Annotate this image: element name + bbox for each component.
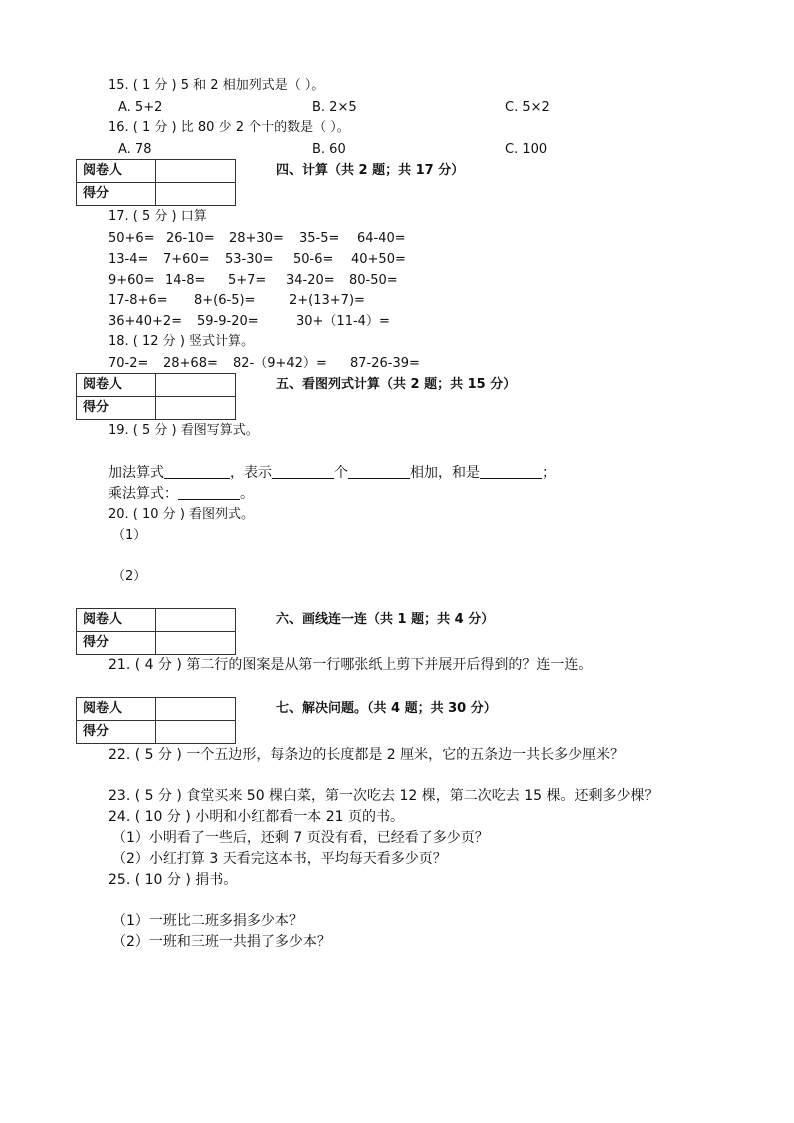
section-7-heading: 七、解决问题。（共 4 题；共 30 分） — [276, 701, 497, 716]
reviewer-cell — [155, 609, 235, 632]
q17-item: 53-30= — [225, 252, 274, 267]
score-cell — [155, 721, 235, 744]
q24-stem: 24. ( 10 分 ) 小明和小红都看一本 21 页的书。 — [108, 809, 404, 825]
answer-blank[interactable] — [480, 464, 542, 479]
q16-option-c: C. 100 — [505, 142, 548, 157]
score-cell — [155, 397, 235, 420]
q17-item: 7+60= — [163, 252, 210, 267]
q17-item: 35-5= — [299, 231, 340, 246]
q20-part-2: （2） — [112, 569, 147, 584]
q20-stem: 20. ( 10 分 ) 看图列式。 — [108, 507, 255, 522]
reviewer-cell — [155, 160, 235, 183]
score-label: 得分 — [77, 183, 156, 206]
q18-item: 70-2= — [108, 356, 149, 371]
reviewer-label: 阅卷人 — [77, 160, 156, 183]
q15-option-c: C. 5×2 — [505, 100, 550, 115]
q17-item: 9+60= — [108, 273, 155, 288]
score-cell — [155, 632, 235, 655]
q17-item: 64-40= — [357, 231, 406, 246]
q15-option-b: B. 2×5 — [312, 100, 357, 115]
score-label: 得分 — [77, 721, 156, 744]
score-label: 得分 — [77, 632, 156, 655]
section-6-heading: 六、画线连一连（共 1 题；共 4 分） — [276, 612, 495, 627]
answer-blank[interactable] — [178, 485, 240, 500]
q17-item: 2+(13+7)= — [289, 293, 365, 308]
answer-blank[interactable] — [348, 464, 410, 479]
q17-item: 50+6= — [108, 231, 155, 246]
q17-item: 34-20= — [286, 273, 335, 288]
q16-option-a: A. 78 — [118, 142, 152, 157]
q24-part-2: （2）小红打算 3 天看完这本书，平均每天看多少页？ — [112, 851, 447, 867]
q25-part-1: （1）一班比二班多捐多少本？ — [112, 913, 303, 929]
q21-stem: 21. ( 4 分 ) 第二行的图案是从第一行哪张纸上剪下并展开后得到的？连一连。 — [108, 657, 593, 673]
section-5-heading: 五、看图列式计算（共 2 题；共 15 分） — [276, 377, 517, 392]
q17-item: 50-6= — [293, 252, 334, 267]
q15-stem: 15. ( 1 分 ) 5 和 2 相加列式是（ ）。 — [108, 78, 325, 93]
q16-option-b: B. 60 — [312, 142, 346, 157]
section-4-heading: 四、计算（共 2 题；共 17 分） — [276, 163, 465, 178]
reviewer-cell — [155, 374, 235, 397]
q17-stem: 17. ( 5 分 ) 口算 — [108, 209, 207, 224]
q17-item: 14-8= — [165, 273, 206, 288]
q15-option-a: A. 5+2 — [118, 100, 163, 115]
q17-item: 5+7= — [228, 273, 267, 288]
q17-item: 80-50= — [349, 273, 398, 288]
q17-item: 26-10= — [166, 231, 215, 246]
q17-item: 36+40+2= — [108, 314, 183, 329]
q25-part-2: （2）一班和三班一共捐了多少本？ — [112, 934, 331, 950]
answer-blank[interactable] — [272, 464, 334, 479]
score-label: 得分 — [77, 397, 156, 420]
q18-item: 87-26-39= — [350, 356, 420, 371]
q17-item: 13-4= — [108, 252, 149, 267]
q16-stem: 16. ( 1 分 ) 比 80 少 2 个十的数是（ ）。 — [108, 120, 350, 135]
q18-stem: 18. ( 12 分 ) 竖式计算。 — [108, 334, 255, 349]
q23-stem: 23. ( 5 分 ) 食堂买来 50 棵白菜，第一次吃去 12 棵，第二次吃去 15 棵。还剩多少棵？ — [108, 788, 659, 804]
q17-item: 30+（11-4）= — [296, 314, 390, 329]
reviewer-label: 阅卷人 — [77, 374, 156, 397]
q17-item: 28+30= — [229, 231, 284, 246]
q24-part-1: （1）小明看了一些后，还剩 7 页没有看，已经看了多少页？ — [112, 830, 489, 846]
answer-blank[interactable] — [164, 464, 230, 479]
q25-stem: 25. ( 10 分 ) 捐书。 — [108, 872, 238, 888]
score-cell — [155, 183, 235, 206]
grader-table-6 — [76, 608, 236, 655]
reviewer-label: 阅卷人 — [77, 698, 156, 721]
q19-line-2: 乘法算式： 。 — [108, 486, 254, 502]
q18-item: 82-（9+42）= — [233, 356, 327, 371]
q20-part-1: （1） — [112, 528, 147, 543]
q18-item: 28+68= — [163, 356, 218, 371]
grader-table-7 — [76, 697, 236, 744]
q17-item: 59-9-20= — [197, 314, 259, 329]
q17-item: 8+(6-5)= — [194, 293, 256, 308]
grader-table-5 — [76, 373, 236, 420]
q22-stem: 22. ( 5 分 ) 一个五边形，每条边的长度都是 2 厘米，它的五条边一共长多少厘米？ — [108, 747, 625, 763]
grader-table-4 — [76, 159, 236, 206]
reviewer-cell — [155, 698, 235, 721]
q19-line-1: 加法算式 ，表示 个 相加，和是 ； — [108, 465, 556, 481]
q17-item: 40+50= — [351, 252, 406, 267]
q19-stem: 19. ( 5 分 ) 看图写算式。 — [108, 423, 259, 438]
q17-item: 17-8+6= — [108, 293, 168, 308]
reviewer-label: 阅卷人 — [77, 609, 156, 632]
